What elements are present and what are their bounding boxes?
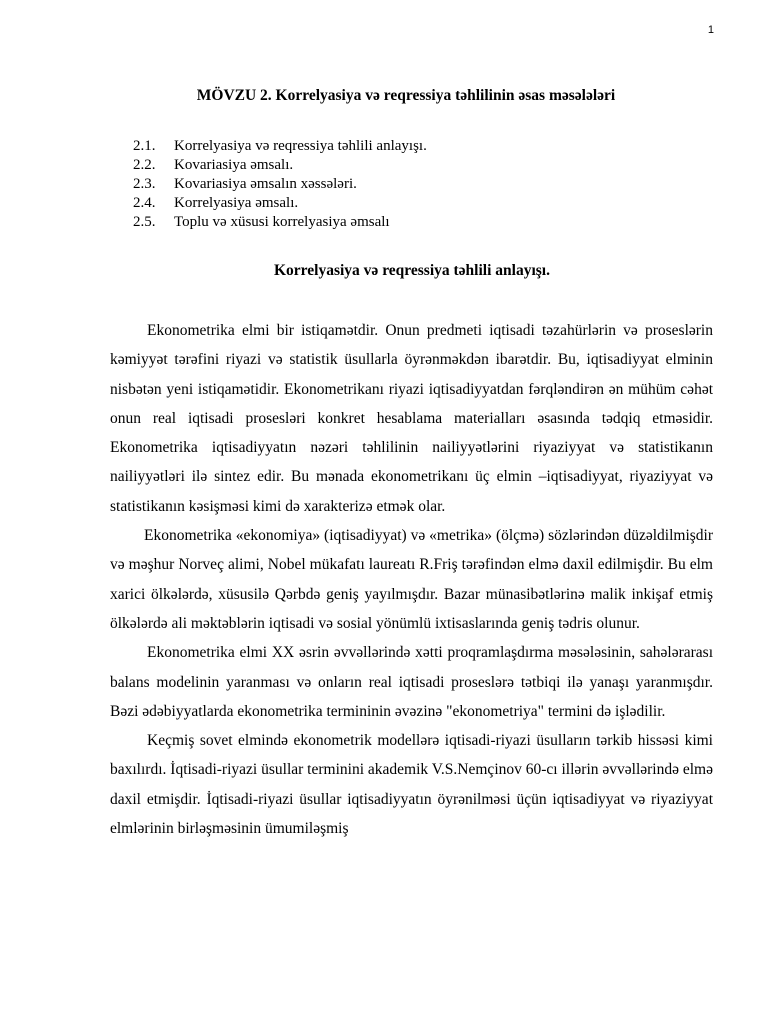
toc-item-number: 2.1.: [133, 138, 156, 154]
toc-item: [133, 137, 427, 156]
toc-item: [133, 156, 427, 175]
page-number: 1: [707, 24, 714, 36]
document-title: MÖVZU 2. Korrelyasiya və reqressiya təhlilinin əsas məsələləri: [196, 87, 616, 104]
toc-item-text: Toplu və xüsusi korrelyasiya əmsalı: [174, 214, 390, 230]
toc-item-text: Korrelyasiya əmsalı.: [174, 195, 299, 211]
toc-item: [133, 175, 427, 194]
toc-item-text: Kovariasiya əmsalı.: [174, 157, 294, 173]
toc-item-text: Kovariasiya əmsalın xəssələri.: [174, 176, 357, 192]
body-paragraph: Keçmiş sovet elmində ekonometrik modellərə iqtisadi-riyazi üsulların tərkib hissəsi kimi baxılırdı. İqtisadi-riyazi üsullar terminini akademik V.S.Nemçinov 60-cı illərin əvvəllərində elmə daxil etmişdir. İqtisadi-riyazi üsullar iqtisadiyyatın öyrənilməsi üçün iqtisadiyyat və riyaziyyat elmlərinin birləşməsinin ümumiləşmiş: [110, 732, 713, 838]
body-paragraph: Ekonometrika «ekonomiya» (iqtisadiyyat) və «metrika» (ölçmə) sözlərindən düzəldilmişdir və məşhur Norveç alimi, Nobel mükafatı laureatı R.Friş tərəfindən elmə daxil edilmişdir. Bu elm xarici ölkələrdə, xüsusilə Qərbdə geniş yayılmışdır. Bazar münasibətlərinə malik inkişaf etmiş ölkələrdə ali məktəblərin iqtisadi və sosial yönümlü ixtisaslarında geniş tədris olunur.: [110, 527, 713, 632]
body-paragraph: Ekonometrika elmi XX əsrin əvvəllərində xətti proqramlaşdırma məsələsinin, sahələrarası balans modelinin yaranması və onların real iqtisadi proseslərə tətbiqi ilə yanaşı yaranmışdır. Bəzi ədəbiyyatlarda ekonometrika termininin əvəzinə "ekonometriya" termini də işlədilir.: [110, 644, 713, 720]
toc-item-number: 2.3.: [133, 176, 156, 192]
body-paragraph: Ekonometrika elmi bir istiqamətdir. Onun predmeti iqtisadi təzahürlərin və proseslərin kəmiyyət tərəfini riyazi və statistik üsullarla öyrənməkdən ibarətdir. Bu, iqtisadiyyat elminin nisbətən yeni istiqamətidir. Ekonometrikanı riyazi iqtisadiyyatdan fərqləndirən ən mühüm cəhət onun real iqtisadi prosesləri konkret hesablama materialları əsasında tədqiq etməsidir. Ekonometrika iqtisadiyyatın nəzəri təhlilinin nailiyyətlərini riyaziyyat və statistikanın nailiyyətləri ilə sintez edir. Bu mənada ekonometrikanı üç elmin –iqtisadiyyat, riyaziyyat və statistikanın kəsişməsi kimi də xarakterizə etmək olar.: [110, 322, 713, 515]
section-heading: Korrelyasiya və reqressiya təhlili anlayışı.: [274, 262, 550, 279]
toc-item-number: 2.2.: [133, 157, 156, 173]
toc-item-text: Korrelyasiya və reqressiya təhlili anlayışı.: [174, 138, 427, 154]
toc-item-number: 2.5.: [133, 214, 156, 230]
document-body: [110, 316, 713, 843]
toc-item: [133, 194, 427, 213]
table-of-contents: [133, 137, 427, 232]
toc-item-number: 2.4.: [133, 195, 156, 211]
toc-item: [133, 213, 427, 232]
